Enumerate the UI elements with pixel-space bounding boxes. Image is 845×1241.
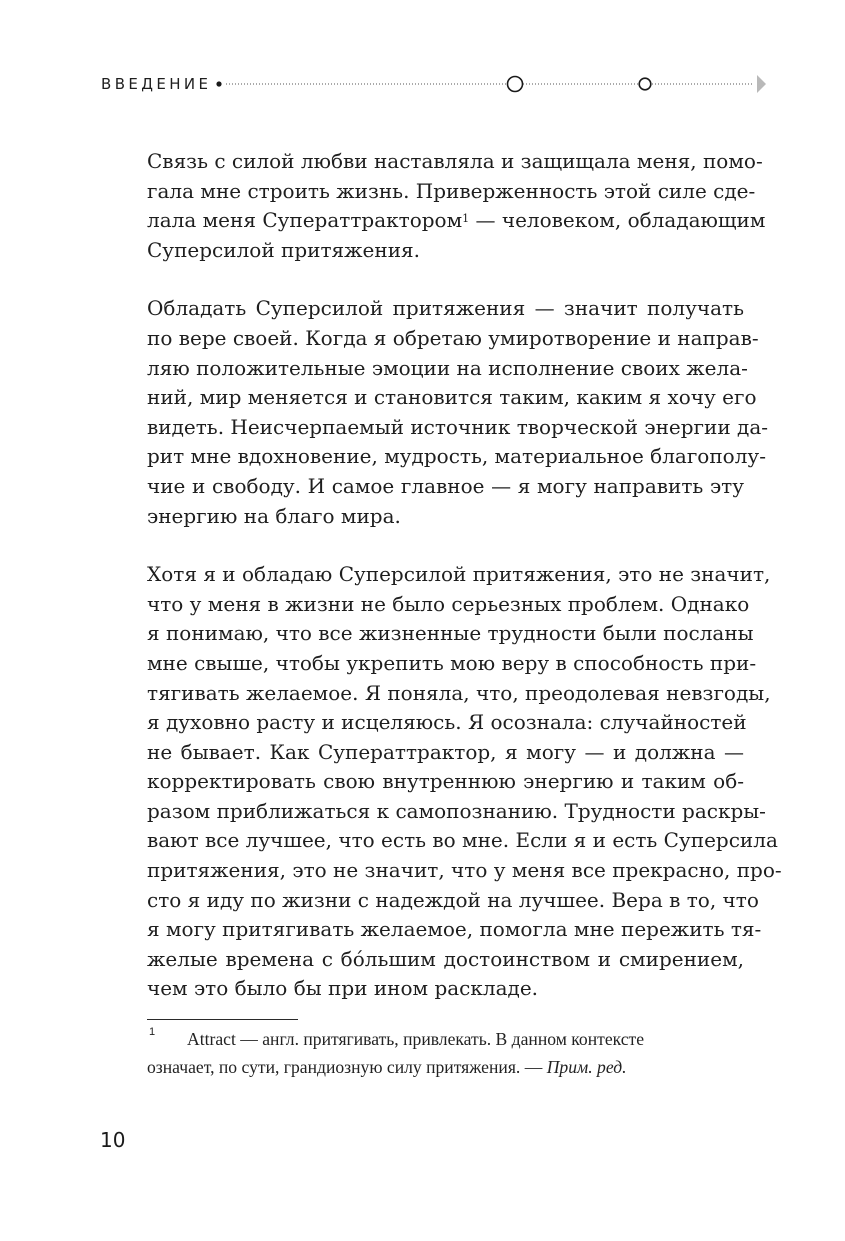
header-dot — [216, 81, 221, 86]
header-ring-small — [639, 78, 651, 90]
text-line: Связь с силой любви наставляла и защищала меня, помо- — [147, 149, 763, 173]
editor-note: Прим. ред. — [546, 1057, 627, 1077]
text-line: ляю положительные эмоции на исполнение своих жела- — [147, 355, 748, 380]
text-line: я могу притягивать желаемое, помогла мне пережить тя- — [147, 917, 762, 942]
text-fragment: лала меня Суператтрактором — [147, 208, 463, 233]
text-line: вают все лучшее, что есть во мне. Если я и есть Суперсила — [147, 828, 778, 853]
footnote-text: означает, по сути, грандиозную силу притяжения. — — [147, 1057, 547, 1077]
text-fragment: — человеком, обладающим — [469, 208, 766, 233]
paragraph-3 — [147, 560, 782, 1004]
footnote-divider — [147, 1019, 298, 1020]
header-arrow-icon — [757, 75, 766, 93]
main-text — [147, 147, 782, 1004]
text-line: по вере своей. Когда я обретаю умиротворение и направ- — [147, 325, 759, 350]
text-line: притяжения, это не значит, что у меня все прекрасно, про- — [147, 858, 782, 883]
running-header — [0, 60, 845, 108]
text-line: тягивать желаемое. Я поняла, что, преодолевая невзгоды, — [147, 680, 771, 705]
text-line: видеть. Неисчерпаемый источник творческой энергии да- — [147, 414, 769, 439]
header-ring-large — [508, 77, 523, 92]
paragraph-1 — [147, 147, 766, 265]
text-line: корректировать свою внутреннюю энергию и таким об- — [147, 769, 744, 794]
text-line: энергию на благо мира. — [147, 503, 401, 528]
text-line: разом приближаться к самопознанию. Трудности раскры- — [147, 798, 766, 823]
footnote-line — [147, 1053, 744, 1081]
text-line: что у меня в жизни не было серьезных проблем. Однако — [147, 591, 750, 616]
text-line: не бывает. Как Суператтрактор, я могу — и должна — — [147, 739, 744, 764]
text-line: сто я иду по жизни с надеждой на лучшее. Вера в то, что — [147, 887, 759, 912]
footnote — [147, 1025, 744, 1081]
text-line: рит мне вдохновение, мудрость, материальное благополу- — [147, 444, 766, 469]
text-line: Обладать Суперсилой притяжения — значит получать — [147, 296, 744, 321]
text-line: желые времена с бóльшим достоинством и смирением, — [147, 946, 744, 971]
text-line: я духовно расту и исцеляюсь. Я осознала: случайностей — [147, 710, 747, 735]
text-line: Суперсилой притяжения. — [147, 237, 421, 262]
paragraph-2 — [147, 294, 769, 531]
text-line: я понимаю, что все жизненные трудности были посланы — [147, 621, 754, 646]
text-line — [147, 206, 766, 236]
text-line: чем это было бы при ином раскладе. — [147, 976, 539, 1001]
footnote-line: Attract — англ. притягивать, привлекать. В данном контексте — [187, 1029, 645, 1049]
text-line: Хотя я и обладаю Суперсилой притяжения, это не значит, — [147, 562, 771, 587]
text-line: чие и свободу. И самое главное — я могу направить эту — [147, 473, 744, 498]
section-title: ВВЕДЕНИЕ — [101, 75, 212, 93]
page-number: 10 — [100, 1128, 126, 1152]
text-line: гала мне строить жизнь. Приверженность этой силе сде- — [147, 178, 756, 203]
text-line: мне свыше, чтобы укрепить мою веру в способность при- — [147, 650, 757, 675]
footnote-reference[interactable]: 1 — [462, 212, 470, 226]
text-line: ний, мир меняется и становится таким, каким я хочу его — [147, 385, 757, 410]
footnote-number: 1 — [149, 1026, 156, 1038]
